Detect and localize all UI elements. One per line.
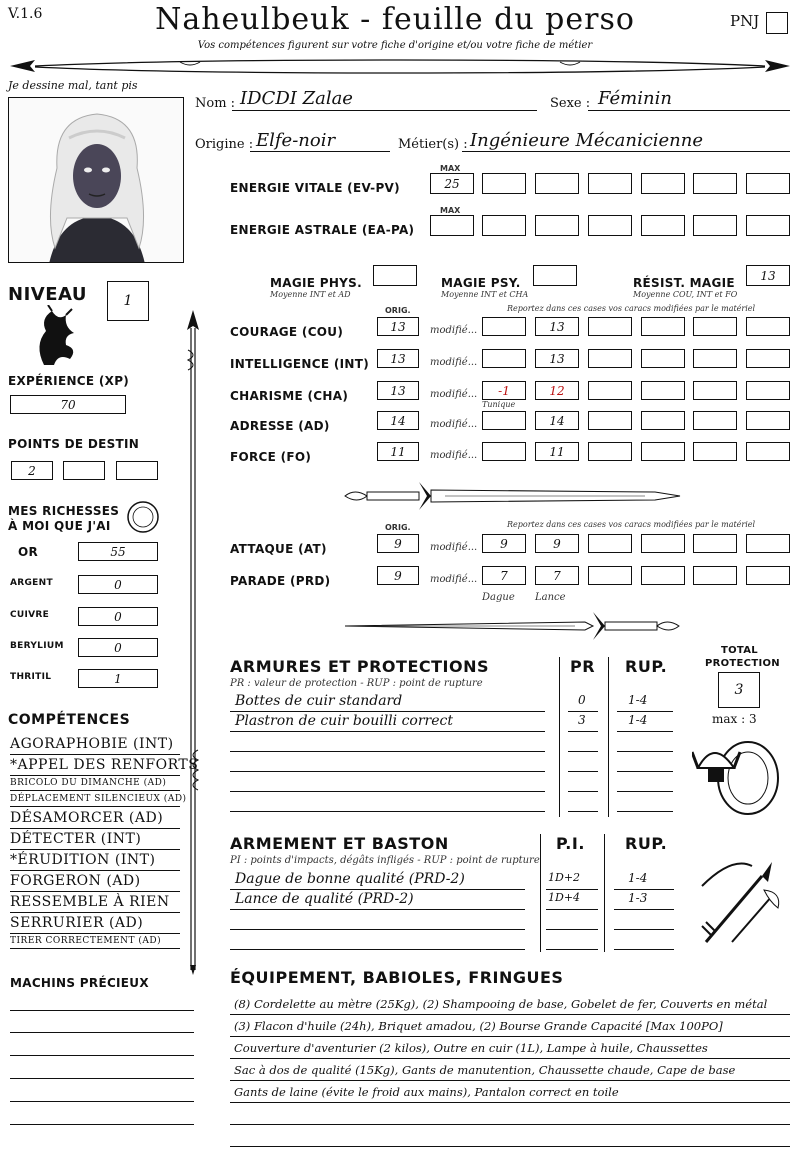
- coin-icon: [126, 500, 160, 534]
- stat-orig-box-value: 14: [390, 413, 406, 428]
- stat-mod-box[interactable]: [641, 349, 685, 368]
- armure-pr-line: [568, 751, 598, 752]
- combat-report-note: Reportez dans ces cases vos caracs modifiées par le matériel: [507, 520, 756, 529]
- destin-box[interactable]: [63, 461, 105, 480]
- dragon-icon: [30, 305, 82, 367]
- combat-modifie-label: modifié...: [430, 542, 478, 553]
- combat-col2-note: Lance: [535, 592, 566, 603]
- riches-label: MES RICHESSES: [8, 504, 120, 518]
- machins-line: [10, 1124, 194, 1125]
- equipement-line: [230, 1080, 790, 1081]
- competence-item: RESSEMBLE À RIEN: [10, 894, 170, 910]
- riches-label-2: À MOI QUE J'AI: [8, 519, 111, 533]
- equipement-item[interactable]: Couverture d'aventurier (2 kilos), Outre en cuir (1L), Lampe à huile, Chaussettes: [234, 1041, 708, 1055]
- version-label: V.1.6: [8, 6, 43, 22]
- armures-divider: [608, 657, 609, 817]
- combat-col1-note: Dague: [482, 592, 515, 603]
- helmet-shield-icon: [692, 728, 784, 818]
- weapons-icon: [692, 856, 784, 946]
- armure-rup-line: [617, 731, 673, 732]
- competence-line: [10, 870, 180, 871]
- stat-mod-box-value: 13: [549, 351, 565, 366]
- page-title: Naheulbeuk - feuille du perso: [155, 2, 635, 37]
- ev-label: ENERGIE VITALE (EV-PV): [230, 181, 400, 195]
- competence-line: [10, 790, 180, 791]
- stat-mod-box[interactable]: [482, 349, 526, 368]
- stats-report-note: Reportez dans ces cases vos caracs modifiées par le matériel: [507, 304, 756, 313]
- armure-pr-line: [568, 811, 598, 812]
- ea-max-value: [431, 216, 473, 235]
- origin-value[interactable]: Elfe-noir: [256, 130, 336, 151]
- destin-box[interactable]: [116, 461, 158, 480]
- combat-mod-box-value: 9: [553, 536, 561, 551]
- ea-max-label: MAX: [440, 206, 461, 215]
- combat-mod-box[interactable]: [482, 534, 526, 553]
- total-protection-box[interactable]: [718, 672, 760, 708]
- equipement-line: [230, 1014, 790, 1015]
- stat-mod-box[interactable]: [588, 381, 632, 400]
- magic-psy-label: MAGIE PSY.: [441, 276, 521, 290]
- money-box-value: 0: [114, 609, 122, 624]
- combat-mod-box[interactable]: [693, 566, 737, 585]
- competences-label: COMPÉTENCES: [8, 712, 131, 728]
- total-protection-label-2: PROTECTION: [705, 658, 780, 669]
- ev-box[interactable]: [693, 173, 737, 194]
- stat-label: COURAGE (COU): [230, 325, 344, 339]
- armures-divider: [559, 657, 560, 817]
- arme-name[interactable]: Dague de bonne qualité (PRD-2): [235, 871, 465, 887]
- stat-orig-box-value: 13: [390, 351, 406, 366]
- stat-orig-box[interactable]: [377, 381, 419, 400]
- equipement-item[interactable]: Sac à dos de qualité (15Kg), Gants de manutention, Chaussette chaude, Cape de base: [234, 1063, 736, 1077]
- stats-orig-label: ORIG.: [385, 306, 411, 315]
- armure-line: [230, 791, 545, 792]
- equipement-title: ÉQUIPEMENT, BABIOLES, FRINGUES: [230, 968, 564, 987]
- cha-modifier-note: Tunique: [482, 400, 516, 409]
- armement-pi-label: P.I.: [556, 834, 585, 853]
- xp-value: 70: [60, 397, 76, 412]
- money-label: OR: [18, 545, 39, 559]
- destin-value: 2: [28, 463, 36, 478]
- armure-name[interactable]: Plastron de cuir bouilli correct: [235, 713, 453, 729]
- origin-label: Origine :: [195, 137, 254, 152]
- ea-box[interactable]: [535, 215, 579, 236]
- stat-mod-box-value: 12: [549, 383, 565, 398]
- xp-box[interactable]: [10, 395, 126, 414]
- header-spear-divider: [0, 54, 800, 78]
- money-box-value: 0: [114, 640, 122, 655]
- money-label: CUIVRE: [10, 610, 50, 620]
- arme-line: [230, 909, 525, 910]
- stat-mod-box-value: 13: [549, 319, 565, 334]
- stat-modifie-label: modifié...: [430, 450, 478, 461]
- machins-line: [10, 1032, 194, 1033]
- sex-label: Sexe :: [550, 96, 591, 111]
- stat-mod-box[interactable]: [746, 381, 790, 400]
- arme-pi-line: [546, 929, 598, 930]
- name-value[interactable]: IDCDI Zalae: [240, 88, 353, 109]
- resist-magic-value: 13: [760, 268, 776, 283]
- arme-rup-line: [614, 889, 674, 890]
- equipement-item[interactable]: Gants de laine (évite le froid aux mains), Pantalon correct en toile: [234, 1085, 619, 1099]
- machins-line: [10, 1010, 194, 1011]
- arme-pi[interactable]: 1D+4: [548, 891, 581, 904]
- combat-orig-box-value: 9: [394, 568, 402, 583]
- combat-orig-label: ORIG.: [385, 523, 411, 532]
- stat-mod-box[interactable]: [588, 317, 632, 336]
- stat-mod-box[interactable]: [693, 411, 737, 430]
- stat-mod-box[interactable]: [693, 317, 737, 336]
- page-subtitle: Vos compétences figurent sur votre fiche d'origine et/ou votre fiche de métier: [197, 40, 593, 51]
- job-value[interactable]: Ingénieure Mécanicienne: [470, 130, 704, 151]
- money-label: THRITIL: [10, 672, 52, 682]
- ea-label: ENERGIE ASTRALE (EA-PA): [230, 223, 415, 237]
- sex-underline: [588, 110, 790, 111]
- stat-modifie-label: modifié...: [430, 357, 478, 368]
- arme-rup[interactable]: 1-3: [628, 891, 648, 905]
- stat-mod-box[interactable]: [588, 442, 632, 461]
- xp-label: EXPÉRIENCE (XP): [8, 374, 130, 388]
- ev-box[interactable]: [588, 173, 632, 194]
- equipement-line: [230, 1124, 790, 1125]
- equipement-item[interactable]: (3) Flacon d'huile (24h), Briquet amadou, (2) Bourse Grande Capacité [Max 100PO]: [234, 1019, 723, 1033]
- stat-mod-box-value: 11: [549, 444, 565, 459]
- competence-item: FORGERON (AD): [10, 873, 141, 889]
- armures-sub: PR : valeur de protection - RUP : point de rupture: [230, 678, 483, 689]
- money-box[interactable]: [78, 669, 158, 688]
- destin-label: POINTS DE DESTIN: [8, 437, 140, 451]
- stat-label: ADRESSE (AD): [230, 419, 330, 433]
- armure-line: [230, 811, 545, 812]
- stat-mod-box[interactable]: [641, 381, 685, 400]
- stat-mod-box[interactable]: [693, 381, 737, 400]
- stat-mod-box[interactable]: [535, 317, 579, 336]
- combat-mod-box[interactable]: [746, 566, 790, 585]
- competence-item: AGORAPHOBIE (INT): [10, 736, 174, 752]
- competence-item: *APPEL DES RENFORTS: [10, 757, 199, 773]
- portrait-frame: [8, 97, 184, 263]
- stat-orig-box[interactable]: [377, 442, 419, 461]
- resist-magic-box[interactable]: [746, 265, 790, 286]
- money-box[interactable]: [78, 575, 158, 594]
- magic-psy-box[interactable]: [533, 265, 577, 286]
- combat-mod-box-value: 7: [500, 568, 508, 583]
- combat-orig-box-value: 9: [394, 536, 402, 551]
- stat-mod-box[interactable]: [746, 349, 790, 368]
- armures-rup-label: RUP.: [625, 657, 668, 676]
- competence-item: *ÉRUDITION (INT): [10, 852, 156, 868]
- stat-mod-box[interactable]: [535, 381, 579, 400]
- character-portrait: [9, 98, 184, 263]
- combat-mod-box[interactable]: [641, 534, 685, 553]
- armure-line: [230, 711, 545, 712]
- ev-box[interactable]: [641, 173, 685, 194]
- competence-item: SERRURIER (AD): [10, 915, 144, 931]
- combat-modifie-label: modifié...: [430, 574, 478, 585]
- stat-mod-box[interactable]: [482, 317, 526, 336]
- equipement-line: [230, 1058, 790, 1059]
- combat-orig-box[interactable]: [377, 566, 419, 585]
- stat-label: INTELLIGENCE (INT): [230, 357, 369, 371]
- stat-mod-box[interactable]: [482, 442, 526, 461]
- stat-label: FORCE (FO): [230, 450, 312, 464]
- arme-rup[interactable]: 1-4: [628, 871, 648, 885]
- stat-mod-box[interactable]: [693, 349, 737, 368]
- armure-rup-line: [617, 751, 673, 752]
- competence-line: [10, 754, 180, 755]
- machins-line: [10, 1078, 194, 1079]
- combat-mod-box[interactable]: [588, 534, 632, 553]
- origin-underline: [250, 151, 390, 152]
- competence-item: TIRER CORRECTEMENT (AD): [10, 936, 162, 946]
- niveau-box[interactable]: [107, 281, 149, 321]
- stat-mod-box[interactable]: [482, 411, 526, 430]
- ea-box[interactable]: [641, 215, 685, 236]
- stat-mod-box[interactable]: [588, 349, 632, 368]
- stat-mod-box[interactable]: [641, 317, 685, 336]
- armure-pr[interactable]: 0: [578, 693, 586, 707]
- stat-mod-box[interactable]: [693, 442, 737, 461]
- name-underline: [232, 110, 537, 111]
- money-box[interactable]: [78, 638, 158, 657]
- max-protection-note: max : 3: [712, 712, 757, 726]
- arme-pi[interactable]: 1D+2: [548, 871, 581, 884]
- drawing-note: Je dessine mal, tant pis: [8, 79, 138, 92]
- machins-line: [10, 1101, 194, 1102]
- resist-magic-label: RÉSIST. MAGIE: [633, 276, 735, 290]
- arme-rup-line: [614, 909, 674, 910]
- sword-divider-icon: [335, 608, 685, 644]
- armure-pr-line: [568, 711, 598, 712]
- combat-mod-box[interactable]: [693, 534, 737, 553]
- equipement-line: [230, 1146, 790, 1147]
- stat-orig-box-value: 11: [390, 444, 406, 459]
- ev-box[interactable]: [746, 173, 790, 194]
- niveau-label: NIVEAU: [8, 284, 87, 305]
- stat-modifie-label: modifié...: [430, 419, 478, 430]
- machins-label: MACHINS PRÉCIEUX: [10, 976, 149, 990]
- stat-mod-box-value: 14: [549, 413, 565, 428]
- destin-box[interactable]: [11, 461, 53, 480]
- money-label: BERYLIUM: [10, 641, 64, 651]
- competence-line: [10, 775, 180, 776]
- money-box-value: 55: [110, 544, 126, 559]
- sword-divider-icon: [335, 478, 685, 514]
- armure-pr-line: [568, 731, 598, 732]
- armure-line: [230, 731, 545, 732]
- stat-mod-box[interactable]: [746, 442, 790, 461]
- armures-pr-label: PR: [570, 657, 596, 676]
- arme-pi-line: [546, 889, 598, 890]
- ea-box[interactable]: [482, 215, 526, 236]
- competence-line: [10, 849, 180, 850]
- arme-pi-line: [546, 909, 598, 910]
- combat-label: PARADE (PRD): [230, 574, 331, 588]
- spear-icon: [178, 310, 208, 975]
- combat-label: ATTAQUE (AT): [230, 542, 327, 556]
- stat-orig-box[interactable]: [377, 349, 419, 368]
- combat-orig-box[interactable]: [377, 534, 419, 553]
- arme-pi-line: [546, 949, 598, 950]
- armement-divider: [604, 834, 605, 952]
- ev-box[interactable]: [482, 173, 526, 194]
- total-protection-value: 3: [734, 682, 744, 698]
- niveau-value: 1: [123, 293, 133, 309]
- arme-line: [230, 949, 525, 950]
- magic-phys-box[interactable]: [373, 265, 417, 286]
- armement-title: ARMEMENT ET BASTON: [230, 834, 449, 853]
- arme-name[interactable]: Lance de qualité (PRD-2): [235, 891, 414, 907]
- armure-rup[interactable]: 1-4: [628, 693, 648, 707]
- competence-line: [10, 891, 180, 892]
- stat-mod-box[interactable]: [535, 349, 579, 368]
- competence-item: DÉPLACEMENT SILENCIEUX (AD): [10, 794, 187, 804]
- pnj-label: PNJ: [730, 12, 760, 30]
- combat-mod-box[interactable]: [588, 566, 632, 585]
- stat-mod-box[interactable]: [535, 411, 579, 430]
- money-box-value: 0: [114, 577, 122, 592]
- competence-line: [10, 912, 180, 913]
- magic-phys-sub: Moyenne INT et AD: [270, 290, 351, 299]
- magic-phys-label: MAGIE PHYS.: [270, 276, 362, 290]
- stat-mod-box[interactable]: [588, 411, 632, 430]
- stat-mod-box[interactable]: [641, 411, 685, 430]
- combat-mod-box[interactable]: [641, 566, 685, 585]
- equipement-line: [230, 1036, 790, 1037]
- equipement-item[interactable]: (8) Cordelette au mètre (25Kg), (2) Shampooing de base, Gobelet de fer, Couverts en métal: [234, 997, 768, 1011]
- ea-box[interactable]: [746, 215, 790, 236]
- armures-title: ARMURES ET PROTECTIONS: [230, 657, 489, 676]
- arme-line: [230, 929, 525, 930]
- money-box[interactable]: [78, 542, 158, 561]
- ea-box[interactable]: [588, 215, 632, 236]
- armure-rup-line: [617, 771, 673, 772]
- combat-mod-box[interactable]: [746, 534, 790, 553]
- armure-rup-line: [617, 711, 673, 712]
- armure-line: [230, 751, 545, 752]
- money-box[interactable]: [78, 607, 158, 626]
- armement-rup-label: RUP.: [625, 834, 668, 853]
- combat-mod-box[interactable]: [535, 534, 579, 553]
- competence-line: [10, 933, 180, 934]
- stat-orig-box[interactable]: [377, 411, 419, 430]
- arme-rup-line: [614, 929, 674, 930]
- stat-mod-box[interactable]: [482, 381, 526, 400]
- arme-rup-line: [614, 949, 674, 950]
- stat-orig-box-value: 13: [390, 383, 406, 398]
- stat-mod-box[interactable]: [746, 317, 790, 336]
- ev-box[interactable]: [535, 173, 579, 194]
- stat-modifie-label: modifié...: [430, 389, 478, 400]
- stat-mod-box[interactable]: [641, 442, 685, 461]
- pnj-checkbox[interactable]: [766, 12, 788, 34]
- ev-max-box[interactable]: [430, 173, 474, 194]
- ev-max-value: 25: [444, 176, 460, 191]
- armement-sub: PI : points d'impacts, dégâts infligés - RUP : point de rupture: [230, 855, 540, 866]
- competence-line: [10, 828, 180, 829]
- money-box-value: 1: [114, 671, 122, 686]
- stat-mod-box-value: -1: [498, 383, 510, 398]
- machins-line: [10, 1055, 194, 1056]
- stat-mod-box[interactable]: [535, 442, 579, 461]
- stat-mod-box[interactable]: [746, 411, 790, 430]
- combat-mod-box[interactable]: [535, 566, 579, 585]
- stat-label: CHARISME (CHA): [230, 389, 349, 403]
- armure-pr[interactable]: 3: [578, 713, 586, 727]
- competence-item: DÉSAMORCER (AD): [10, 810, 164, 826]
- combat-mod-box-value: 9: [500, 536, 508, 551]
- equipement-line: [230, 1102, 790, 1103]
- armure-name[interactable]: Bottes de cuir standard: [235, 693, 403, 709]
- total-protection-label: TOTAL: [721, 645, 758, 656]
- money-label: ARGENT: [10, 578, 53, 588]
- armure-rup[interactable]: 1-4: [628, 713, 648, 727]
- competence-item: BRICOLO DU DIMANCHE (AD): [10, 778, 167, 788]
- magic-psy-sub: Moyenne INT et CHA: [441, 290, 529, 299]
- stat-orig-box[interactable]: [377, 317, 419, 336]
- resist-magic-sub: Moyenne COU, INT et FO: [633, 290, 738, 299]
- sex-value[interactable]: Féminin: [598, 88, 672, 109]
- armure-pr-line: [568, 771, 598, 772]
- ea-box[interactable]: [693, 215, 737, 236]
- armure-rup-line: [617, 791, 673, 792]
- ev-max-label: MAX: [440, 164, 461, 173]
- combat-mod-box-value: 7: [553, 568, 561, 583]
- stat-modifie-label: modifié...: [430, 325, 478, 336]
- job-label: Métier(s) :: [398, 137, 468, 152]
- armure-rup-line: [617, 811, 673, 812]
- job-underline: [462, 151, 790, 152]
- competence-line: [10, 806, 180, 807]
- name-label: Nom :: [195, 96, 236, 111]
- competence-item: DÉTECTER (INT): [10, 831, 142, 847]
- stat-orig-box-value: 13: [390, 319, 406, 334]
- armement-divider: [540, 834, 541, 952]
- armure-pr-line: [568, 791, 598, 792]
- combat-mod-box[interactable]: [482, 566, 526, 585]
- competence-line: [10, 948, 180, 949]
- arme-line: [230, 889, 525, 890]
- ea-max-box[interactable]: [430, 215, 474, 236]
- armure-line: [230, 771, 545, 772]
